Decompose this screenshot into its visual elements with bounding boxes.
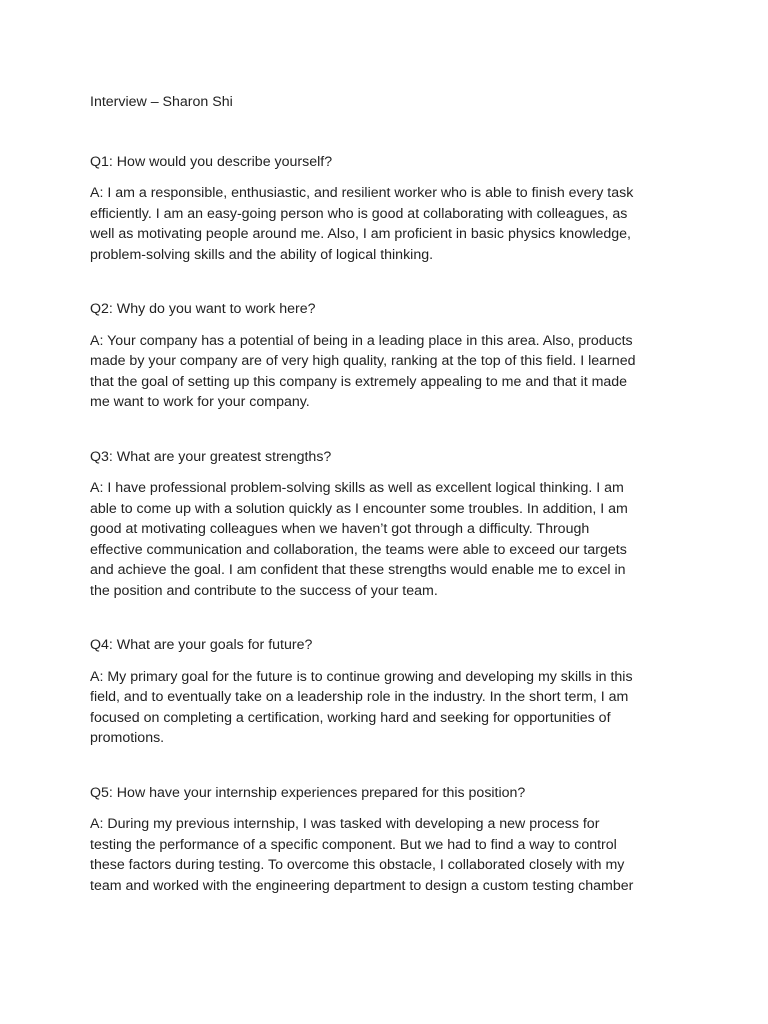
- answer-5: [90, 814, 680, 896]
- answer-line: me want to work for your company.: [90, 394, 310, 410]
- answer-line: effective communication and collaboration, the teams were able to exceed our targets: [90, 541, 627, 558]
- answer-4: [90, 667, 680, 749]
- question-5: Q5: How have your internship experiences prepared for this position?: [90, 784, 526, 801]
- answer-line: focused on completing a certification, working hard and seeking for opportunities of: [90, 709, 611, 726]
- answer-line: A: I have professional problem-solving skills as well as excellent logical thinking. I am: [90, 480, 624, 496]
- qa-block-2: [90, 299, 680, 413]
- question-3: Q3: What are your greatest strengths?: [90, 448, 332, 465]
- answer-line: A: Your company has a potential of being in a leading place in this area. Also, products: [90, 332, 633, 349]
- answer-line: A: I am a responsible, enthusiastic, and resilient worker who is able to finish every task: [90, 185, 634, 201]
- answer-line: testing the performance of a specific component. But we had to find a way to control: [90, 836, 617, 853]
- answer-line: field, and to eventually take on a leadership role in the industry. In the short term, I am: [90, 689, 629, 705]
- answer-line: that the goal of setting up this company is extremely appealing to me and that it made: [90, 373, 628, 390]
- answer-line: these factors during testing. To overcome this obstacle, I collaborated closely with my: [90, 857, 625, 873]
- question-1: Q1: How would you describe yourself?: [90, 153, 333, 170]
- answer-line: able to come up with a solution quickly as I encounter some troubles. In addition, I am: [90, 500, 628, 517]
- answer-line: well as motivating people around me. Also, I am proficient in basic physics knowledge,: [90, 226, 631, 242]
- answer-line: good at motivating colleagues when we haven’t got through a difficulty. Through: [90, 521, 590, 537]
- answer-line: A: My primary goal for the future is to continue growing and developing my skills in this: [90, 668, 633, 685]
- qa-block-1: [90, 152, 680, 266]
- document-body: [90, 92, 680, 930]
- answer-line: efficiently. I am an easy-going person who is good at collaborating with colleagues, as: [90, 205, 628, 222]
- qa-block-5: [90, 783, 680, 897]
- qa-block-4: [90, 635, 680, 749]
- question-4: Q4: What are your goals for future?: [90, 637, 313, 653]
- question-2: Q2: Why do you want to work here?: [90, 301, 316, 317]
- document-title: Interview – Sharon Shi: [90, 94, 233, 110]
- answer-2: [90, 331, 680, 413]
- answer-line: problem-solving skills and the ability of logical thinking.: [90, 246, 434, 263]
- answer-line: the position and contribute to the success of your team.: [90, 582, 438, 599]
- answer-3: [90, 478, 680, 601]
- answer-line: and achieve the goal. I am confident that these strengths would enable me to excel in: [90, 562, 626, 578]
- answer-line: A: During my previous internship, I was tasked with developing a new process for: [90, 816, 600, 832]
- answer-line: team and worked with the engineering department to design a custom testing chamber: [90, 877, 634, 894]
- answer-line: promotions.: [90, 730, 165, 746]
- qa-block-3: [90, 447, 680, 602]
- answer-1: [90, 183, 680, 265]
- answer-line: made by your company are of very high quality, ranking at the top of this field. I learned: [90, 353, 636, 369]
